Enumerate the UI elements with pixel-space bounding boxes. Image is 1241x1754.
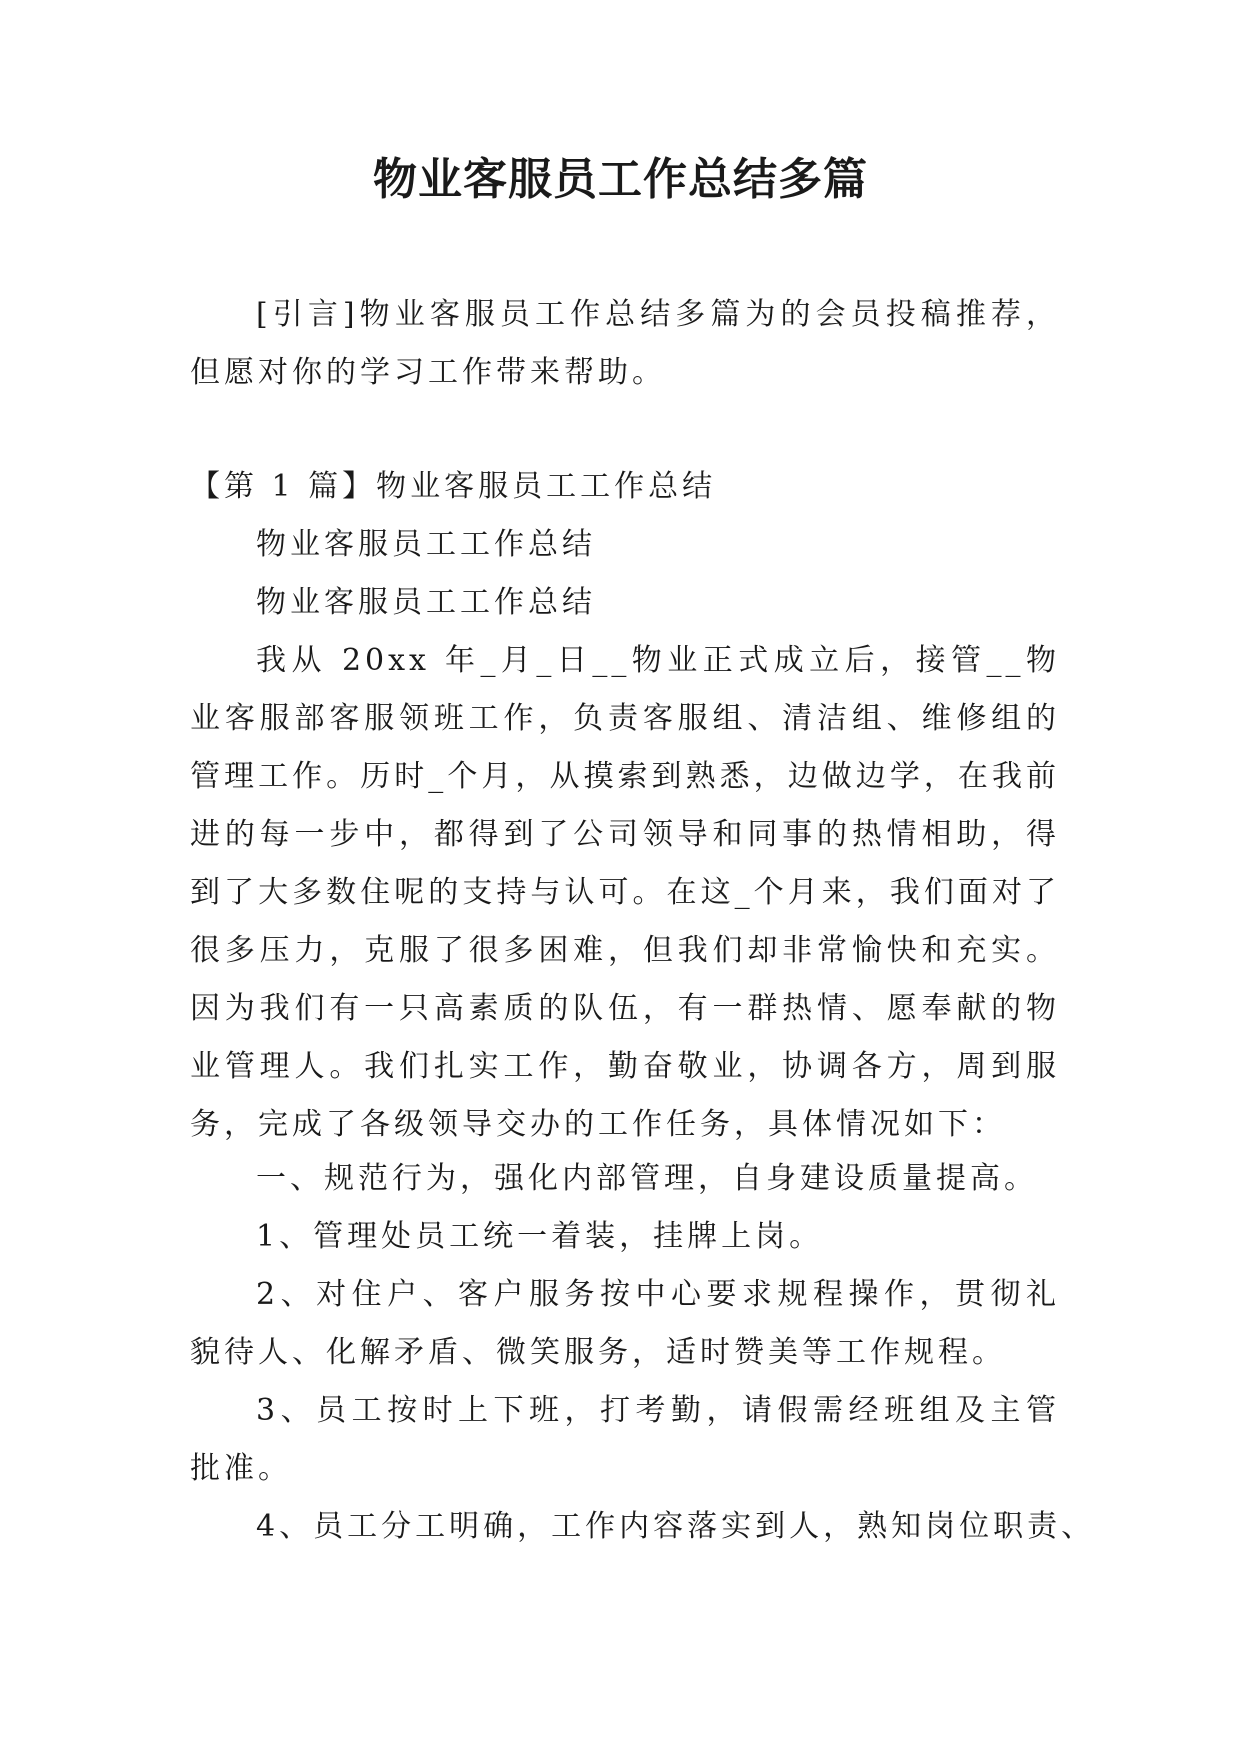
list-item: 2、对住户、客户服务按中心要求规程操作，贯彻礼貌待人、化解矛盾、微笑服务，适时赞美等工作规程。 — [190, 1277, 1060, 1370]
list-item: 4、员工分工明确，工作内容落实到人，熟知岗位职责、 — [256, 1509, 1096, 1544]
subtitle-line: 物业客服员工工作总结 — [256, 527, 596, 562]
list-item: 3、员工按时上下班，打考勤，请假需经班组及主管批准。 — [190, 1393, 1060, 1486]
document-title: 物业客服员工作总结多篇 — [373, 154, 868, 205]
intro-paragraph: [引言]物业客服员工作总结多篇为的会员投稿推荐，但愿对你的学习工作带来帮助。 — [190, 297, 1060, 390]
section-heading: 【第 1 篇】物业客服员工工作总结 — [190, 469, 717, 504]
subtitle-line: 物业客服员工工作总结 — [256, 585, 596, 620]
section-one-heading: 一、规范行为，强化内部管理，自身建设质量提高。 — [256, 1161, 1038, 1196]
main-paragraph: 我从 20xx 年_月_日__物业正式成立后，接管__物业客服部客服领班工作，负责客服组、清洁组、维修组的管理工作。历时_个月，从摸索到熟悉，边做边学，在我前进的每一步中，都得到了公司领导和同事的热情相助，得到了大多数住呢的支持与认可。在这_个月来，我们面对了很多压力，克服了很多困难，但我们却非常愉快和充实。因为我们有一只高素质的队伍，有一群热情、愿奉献的物业管理人。我们扎实工作，勤奋敬业，协调各方，周到服务，完成了各级领导交办的工作任务，具体情况如下： — [190, 643, 1060, 1142]
list-item: 1、管理处员工统一着装，挂牌上岗。 — [256, 1219, 824, 1254]
